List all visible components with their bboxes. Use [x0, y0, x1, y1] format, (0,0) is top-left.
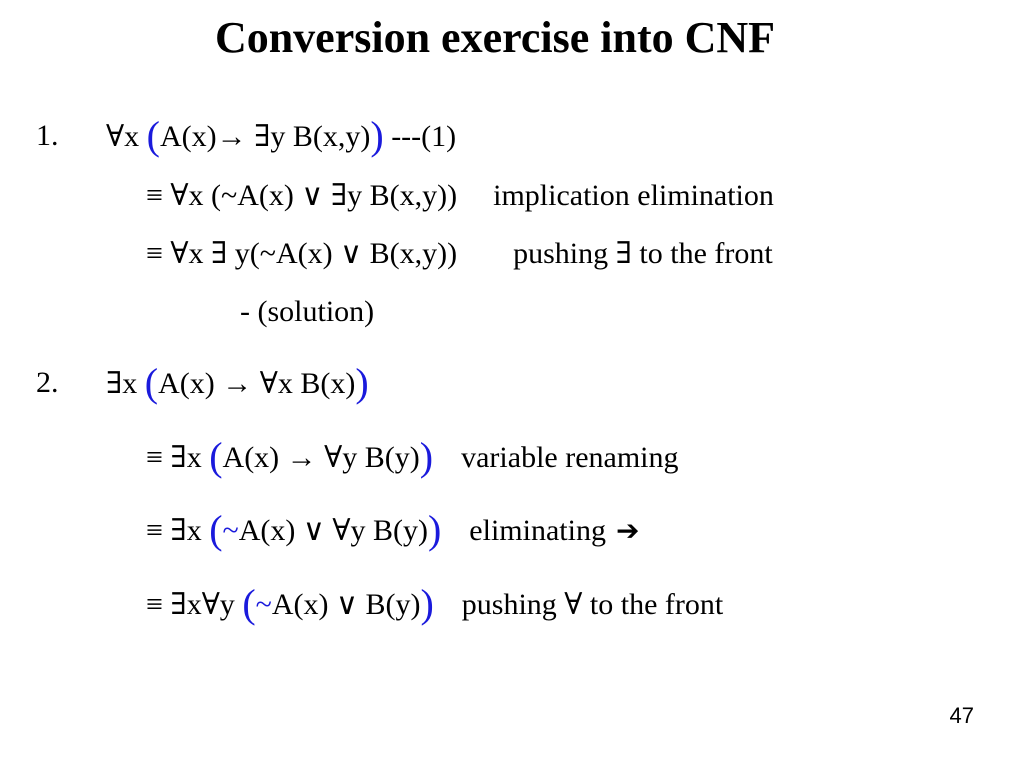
exercise-2-step-1 — [146, 434, 679, 479]
formula-prefix: ∃x — [106, 367, 145, 400]
negation-tilde: ~ — [255, 588, 272, 621]
right-arrow-icon: ➔ — [615, 514, 640, 547]
negation-tilde: ~ — [222, 514, 239, 547]
step-prefix: ≡ ∃x — [146, 514, 210, 547]
slide-title: Conversion exercise into CNF — [214, 13, 776, 62]
formula-body: A(x)→ ∃y B(x,y) — [159, 120, 371, 153]
page-number: 47 — [949, 703, 974, 728]
exercise-1-number: 1. — [36, 119, 59, 152]
close-paren: ) — [420, 581, 434, 626]
step-body: A(x) ∨ ∀y B(y) — [238, 514, 428, 547]
formula-body: A(x) → ∀x B(x) — [158, 367, 356, 400]
step-note: implication elimination — [493, 179, 774, 212]
step-body: A(x) ∨ B(y) — [271, 588, 421, 621]
close-paren: ) — [370, 113, 384, 158]
close-paren: ) — [355, 360, 369, 405]
step-prefix: ≡ ∃x — [146, 441, 210, 474]
step-formula: ≡ ∀x ∃ y(~A(x) ∨ B(x,y)) — [146, 237, 458, 270]
exercise-1-step-2 — [146, 234, 773, 274]
open-paren: ( — [209, 507, 223, 552]
open-paren: ( — [146, 113, 160, 158]
close-paren: ) — [427, 507, 442, 552]
exercise-2-formula — [106, 360, 369, 405]
exercise-2-step-3 — [146, 581, 724, 626]
step-note: eliminating — [469, 514, 606, 547]
step-prefix: ≡ ∃x∀y — [146, 588, 243, 621]
formula-suffix: ---(1) — [383, 120, 457, 153]
step-note: variable renaming — [461, 441, 679, 474]
exercise-2-number: 2. — [36, 366, 59, 399]
exercise-2-step-2 — [146, 507, 640, 552]
exercise-1-step-1 — [146, 176, 774, 216]
open-paren: ( — [209, 434, 223, 479]
exercise-1-solution-label: - (solution) — [240, 295, 375, 328]
step-body: A(x) → ∀y B(y) — [222, 441, 420, 474]
exercise-1-formula — [106, 113, 457, 158]
close-paren: ) — [419, 434, 434, 479]
open-paren: ( — [242, 581, 256, 626]
step-note: pushing ∀ to the front — [461, 588, 724, 621]
open-paren: ( — [144, 360, 159, 405]
step-note: pushing ∃ to the front — [513, 237, 773, 270]
step-formula: ≡ ∀x (~A(x) ∨ ∃y B(x,y)) — [146, 179, 458, 212]
formula-prefix: ∀x — [106, 120, 147, 153]
